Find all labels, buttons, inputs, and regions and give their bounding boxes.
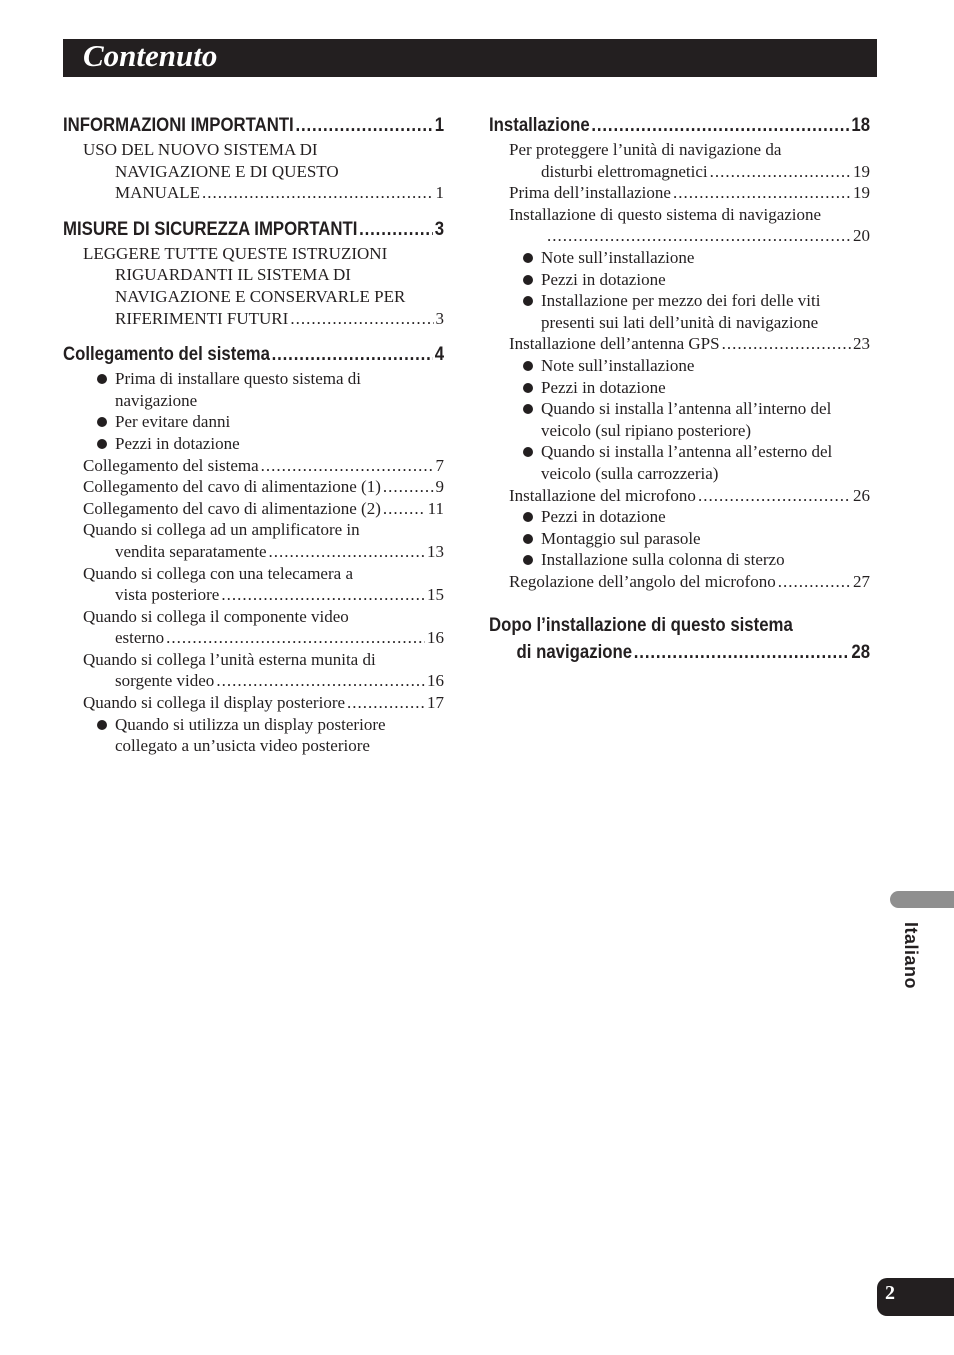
- leader-dots: [634, 639, 850, 666]
- toc-bullet-item[interactable]: [523, 528, 870, 550]
- toc-line: Quando si collega ad un amplificatore in: [83, 520, 360, 540]
- page-title: Contenuto: [83, 38, 218, 73]
- toc-page-number: 28: [851, 641, 871, 664]
- toc-line: Quando si collega il componente video: [83, 606, 349, 626]
- toc-line: Quando si installa l’antenna all’interno del: [541, 399, 832, 419]
- bullet-icon: [523, 253, 533, 263]
- toc-heading-text: MISURE DI SICUREZZA IMPORTANTI: [63, 217, 358, 240]
- toc-line: veicolo (sul ripiano posteriore): [541, 420, 752, 440]
- toc-subentry[interactable]: [83, 563, 444, 606]
- leader-dots: [290, 308, 433, 330]
- bullet-icon: [523, 534, 533, 544]
- leader-dots: [383, 476, 434, 498]
- leader-dots: [722, 333, 851, 355]
- toc-page-number: 1: [434, 114, 445, 136]
- leader-dots: [272, 341, 433, 368]
- bullet-icon: [97, 720, 107, 730]
- toc-heading-text: Installazione: [489, 114, 590, 136]
- toc-page-number: 20: [853, 226, 870, 246]
- toc-heading[interactable]: [63, 112, 444, 139]
- toc-line: Pezzi in dotazione: [541, 269, 666, 289]
- toc-line: Installazione dell’antenna GPS: [509, 334, 720, 354]
- toc-page-number: 7: [435, 455, 444, 475]
- toc-subentry[interactable]: [509, 571, 870, 593]
- toc-line: presenti sui lati dell’unità di navigazione: [541, 312, 819, 332]
- page-number-tab: [877, 1278, 954, 1316]
- language-label: Italiano: [901, 922, 921, 990]
- toc-line: esterno: [115, 628, 165, 648]
- toc-heading[interactable]: [489, 612, 870, 666]
- toc-line: Note sull’installazione: [541, 355, 695, 375]
- toc-subentry[interactable]: [83, 519, 444, 562]
- toc-page-number: 3: [434, 217, 445, 240]
- bullet-icon: [523, 404, 533, 414]
- toc-line: Quando si collega l’unità esterna munita di: [83, 649, 376, 669]
- bullet-icon: [523, 512, 533, 522]
- toc-page-number: 3: [435, 308, 444, 328]
- leader-dots: [295, 112, 433, 139]
- toc-subentry[interactable]: [83, 476, 444, 498]
- toc-bullet-item[interactable]: [97, 368, 444, 411]
- toc-line: NAVIGAZIONE E DI QUESTO: [115, 161, 339, 181]
- toc-line: Regolazione dell’angolo del microfono: [509, 571, 776, 591]
- toc-line: Montaggio sul parasole: [541, 528, 701, 548]
- toc-page-number: 18: [851, 114, 871, 136]
- toc-line: navigazione: [115, 390, 198, 410]
- toc-heading-text: di navigazione: [516, 641, 633, 664]
- toc-subentry[interactable]: [83, 455, 444, 477]
- toc-line: Collegamento del sistema: [83, 455, 259, 475]
- toc-bullet-item[interactable]: [523, 269, 870, 291]
- toc-line: disturbi elettromagnetici: [541, 161, 708, 181]
- toc-page-number: 4: [434, 343, 445, 366]
- toc-bullet-item[interactable]: [523, 398, 870, 441]
- toc-subentry[interactable]: [83, 606, 444, 649]
- leader-dots: [778, 571, 851, 593]
- toc-line: Quando si collega il display posteriore: [83, 693, 346, 713]
- toc-page-number: 9: [435, 477, 444, 497]
- toc-page-number: 23: [853, 334, 870, 354]
- toc-line: RIGUARDANTI IL SISTEMA DI: [115, 265, 351, 285]
- toc-heading-text: Collegamento del sistema: [63, 343, 270, 366]
- bullet-icon: [523, 383, 533, 393]
- toc-line: Pezzi in dotazione: [541, 507, 666, 527]
- toc-subentry[interactable]: [83, 243, 444, 329]
- toc-page-number: 19: [853, 161, 870, 181]
- toc-line: collegato a un’usicta video posteriore: [115, 736, 370, 756]
- bullet-icon: [523, 275, 533, 285]
- toc-column-left: [63, 112, 444, 757]
- page-number: 2: [885, 1282, 895, 1304]
- toc-line: MANUALE: [115, 183, 200, 203]
- bullet-icon: [523, 555, 533, 565]
- toc-page-number: 16: [427, 671, 444, 691]
- leader-dots: [383, 498, 426, 520]
- leader-dots: [547, 225, 851, 247]
- toc-bullet-item[interactable]: [523, 290, 870, 333]
- toc-line: Installazione per mezzo dei fori delle viti: [541, 291, 821, 311]
- toc-line: veicolo (sulla carrozzeria): [541, 463, 719, 483]
- toc-page-number: 17: [427, 693, 444, 713]
- toc-line: Installazione del microfono: [509, 485, 696, 505]
- leader-dots: [359, 216, 433, 243]
- toc-heading[interactable]: [63, 216, 444, 243]
- leader-dots: [673, 182, 851, 204]
- leader-dots: [221, 584, 425, 606]
- toc-line: Installazione sulla colonna di sterzo: [541, 550, 785, 570]
- leader-dots: [202, 182, 434, 204]
- toc-line: Pezzi in dotazione: [115, 433, 240, 453]
- leader-dots: [216, 670, 425, 692]
- toc-line: USO DEL NUOVO SISTEMA DI: [83, 140, 318, 159]
- toc-page-number: 13: [427, 541, 444, 561]
- toc-heading-text: INFORMAZIONI IMPORTANTI: [63, 114, 294, 136]
- toc-bullet-item[interactable]: [523, 549, 870, 571]
- toc-line: RIFERIMENTI FUTURI: [115, 308, 289, 328]
- toc-line: Quando si collega con una telecamera a: [83, 563, 353, 583]
- toc-line: LEGGERE TUTTE QUESTE ISTRUZIONI: [83, 243, 388, 263]
- toc-page-number: 11: [427, 498, 444, 518]
- toc-subentry[interactable]: [509, 139, 870, 182]
- leader-dots: [261, 455, 434, 477]
- toc-bullet-item[interactable]: [523, 377, 870, 399]
- toc-page-number: 1: [435, 183, 444, 203]
- toc-line: sorgente video: [115, 671, 215, 691]
- language-tab-marker: [890, 891, 954, 908]
- bullet-icon: [97, 439, 107, 449]
- toc-line: Collegamento del cavo di alimentazione (1): [83, 477, 381, 497]
- bullet-icon: [523, 361, 533, 371]
- toc-bullet-item[interactable]: [523, 506, 870, 528]
- leader-dots: [269, 541, 425, 563]
- toc-bullet-item[interactable]: [97, 714, 444, 757]
- bullet-icon: [523, 447, 533, 457]
- toc-bullet-item[interactable]: [523, 247, 870, 269]
- toc-subentry[interactable]: [83, 498, 444, 520]
- leader-dots: [166, 627, 425, 649]
- toc-subentry[interactable]: [83, 649, 444, 692]
- toc-subentry[interactable]: [83, 139, 444, 204]
- toc-heading[interactable]: [63, 341, 444, 368]
- toc-page-number: 27: [853, 571, 870, 591]
- toc-page-number: 19: [853, 183, 870, 203]
- leader-dots: [591, 112, 849, 139]
- toc-line: NAVIGAZIONE E CONSERVARLE PER: [115, 286, 406, 306]
- toc-line: Prima di installare questo sistema di: [115, 369, 361, 389]
- toc-line: Pezzi in dotazione: [541, 377, 666, 397]
- toc-subentry[interactable]: [509, 182, 870, 204]
- toc-column-right: [489, 112, 870, 666]
- toc-line: vista posteriore: [115, 585, 220, 605]
- toc-page-number: 26: [853, 485, 870, 505]
- toc-subentry[interactable]: [509, 204, 870, 247]
- toc-line: Quando si installa l’antenna all’esterno del: [541, 442, 833, 462]
- toc-bullet-item[interactable]: [523, 441, 870, 484]
- toc-bullet-item[interactable]: [97, 433, 444, 455]
- toc-line: Collegamento del cavo di alimentazione (2): [83, 498, 381, 518]
- bullet-icon: [97, 417, 107, 427]
- title-bar: [63, 39, 877, 77]
- toc-page-number: 16: [427, 628, 444, 648]
- toc-subentry[interactable]: [509, 485, 870, 507]
- leader-dots: [698, 485, 851, 507]
- toc-line: Per evitare danni: [115, 412, 231, 432]
- toc-page-number: 15: [427, 585, 444, 605]
- toc-heading[interactable]: [489, 112, 870, 139]
- toc-line: Prima dell’installazione: [509, 183, 671, 203]
- toc-line: Quando si utilizza un display posteriore: [115, 714, 386, 734]
- toc-line: Note sull’installazione: [541, 247, 695, 267]
- bullet-icon: [97, 374, 107, 384]
- toc-subentry[interactable]: [509, 333, 870, 355]
- toc-heading-text: Dopo l’installazione di questo sistema: [489, 614, 793, 637]
- toc-line: vendita separatamente: [115, 541, 267, 561]
- toc-bullet-item[interactable]: [97, 411, 444, 433]
- leader-dots: [710, 161, 851, 183]
- toc-bullet-item[interactable]: [523, 355, 870, 377]
- toc-subentry[interactable]: [83, 692, 444, 714]
- toc-line: Per proteggere l’unità di navigazione da: [509, 140, 782, 159]
- bullet-icon: [523, 296, 533, 306]
- toc-line: Installazione di questo sistema di navigazione: [509, 204, 822, 224]
- leader-dots: [347, 692, 425, 714]
